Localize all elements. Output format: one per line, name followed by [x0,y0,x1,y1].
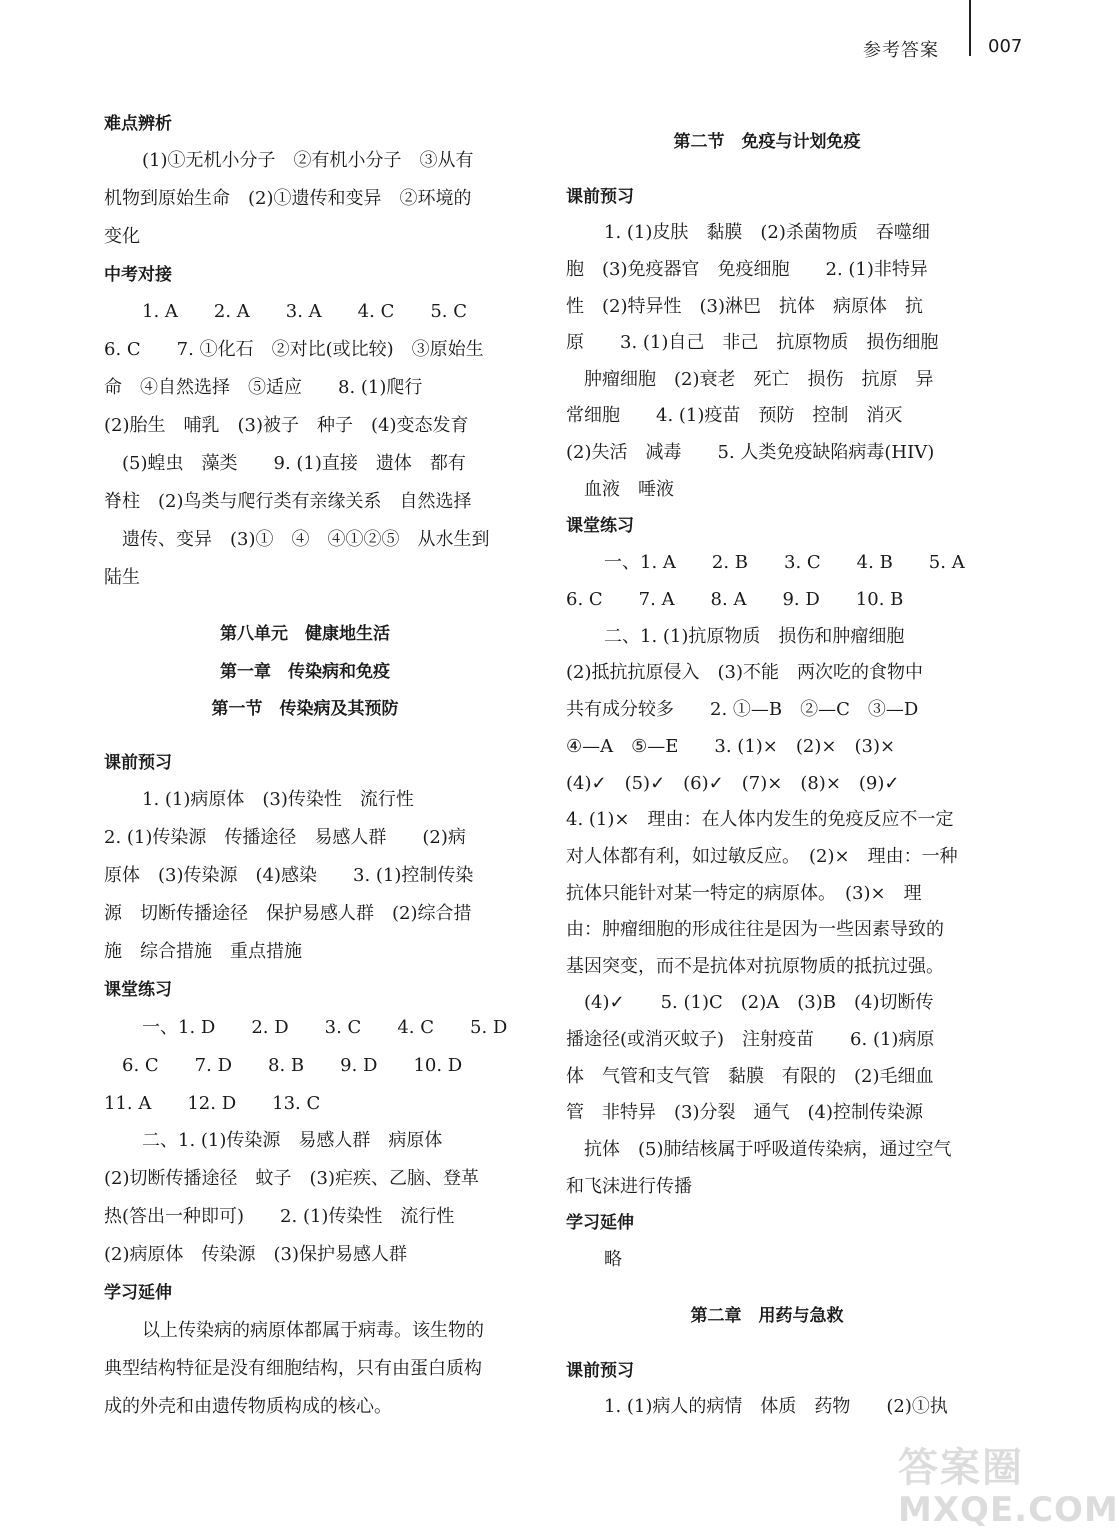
text-line: (1)①无机小分子 ②有机小分子 ③从有 [142,150,474,171]
page-number: 007 [988,36,1023,57]
text-line: 遗传、变异 (3)① ④ ④①②⑤ 从水生到 [122,529,490,550]
text-line: 1. (1)皮肤 黏膜 (2)杀菌物质 吞噬细 [604,222,930,243]
text-line: 以上传染病的病原体都属于病毒。该生物的 [142,1320,484,1341]
heading-extension: 学习延伸 [566,1213,634,1233]
text-line: 命 ④自然选择 ⑤适应 8. (1)爬行 [104,377,423,398]
text-line: 血液 唾液 [584,479,674,500]
text-line: 体 气管和支气管 黏膜 有限的 (2)毛细血 [566,1066,934,1087]
text-line: 播途径(或消灭蚊子) 注射疫苗 6. (1)病原 [566,1029,935,1050]
text-line: 6. C 7. D 8. B 9. D 10. D [122,1055,463,1076]
text-line: 施 综合措施 重点措施 [104,941,302,962]
text-line: 常细胞 4. (1)疫苗 预防 控制 消灭 [566,405,903,426]
text-line: 原 3. (1)自己 非己 抗原物质 损伤细胞 [566,332,939,353]
text-line: 陆生 [104,567,140,588]
heading-preview: 课前预习 [566,187,634,207]
header-title: 参考答案 [863,40,939,61]
section-title: 第一节 传染病及其预防 [211,699,399,719]
heading-exam-link: 中考对接 [104,265,172,285]
text-line: 一、1. D 2. D 3. C 4. C 5. D [142,1017,508,1038]
heading-extension: 学习延伸 [104,1283,172,1303]
text-line: ④—A ⑤—E 3. (1)× (2)× (3)× [566,736,896,757]
watermark-line-2: MXQE.COM [898,1490,1119,1530]
heading-class-practice: 课堂练习 [566,516,634,536]
text-line: (2)病原体 传染源 (3)保护易感人群 [104,1244,407,1265]
header-divider [969,0,971,56]
text-line: (4)✓ 5. (1)C (2)A (3)B (4)切断传 [584,992,934,1013]
text-line: (2)失活 减毒 5. 人类免疫缺陷病毒(HIV) [566,442,935,463]
text-line: 和飞沫进行传播 [566,1176,692,1197]
text-line: 性 (2)特异性 (3)淋巴 抗体 病原体 抗 [566,296,923,317]
text-line: 1. (1)病原体 (3)传染性 流行性 [142,789,414,810]
text-line: 肿瘤细胞 (2)衰老 死亡 损伤 抗原 异 [584,369,934,390]
heading-preview: 课前预习 [566,1361,634,1381]
text-line: (2)切断传播途径 蚊子 (3)疟疾、乙脑、登革 [104,1168,479,1189]
text-line: (2)抵抗抗原侵入 (3)不能 两次吃的食物中 [566,662,923,683]
text-line: 源 切断传播途径 保护易感人群 (2)综合措 [104,903,472,924]
watermark-line-1: 答案圈 [898,1445,1024,1491]
text-line: 2. (1)传染源 传播途径 易感人群 (2)病 [104,827,466,848]
text-line: 对人体都有利，如过敏反应。 (2)× 理由：一种 [566,846,958,867]
text-line: 6. C 7. A 8. A 9. D 10. B [566,589,904,610]
heading-difficult-analysis: 难点辨析 [104,114,172,134]
text-line: 变化 [104,226,140,247]
text-line: 成的外壳和由遗传物质构成的核心。 [104,1396,392,1417]
text-line: 11. A 12. D 13. C [104,1093,321,1114]
text-line: 抗体只能针对某一特定的病原体。 (3)× 理 [566,883,922,904]
text-line: 抗体 (5)肺结核属于呼吸道传染病，通过空气 [584,1139,952,1160]
text-line: 管 非特异 (3)分裂 通气 (4)控制传染源 [566,1102,923,1123]
chapter-title: 第二章 用药与急救 [690,1306,844,1326]
text-line: 一、1. A 2. B 3. C 4. B 5. A [604,552,965,573]
text-line: (4)✓ (5)✓ (6)✓ (7)× (8)× (9)✓ [566,773,900,794]
text-line: 基因突变，而不是抗体对抗原物质的抵抗过强。 [566,956,944,977]
text-line: 热(答出一种即可) 2. (1)传染性 流行性 [104,1206,455,1227]
text-line: 脊柱 (2)鸟类与爬行类有亲缘关系 自然选择 [104,491,472,512]
text-line: 4. (1)× 理由：在人体内发生的免疫反应不一定 [566,809,954,830]
text-line: 机物到原始生命 (2)①遗传和变异 ②环境的 [104,188,472,209]
text-line: 1. A 2. A 3. A 4. C 5. C [142,301,468,322]
chapter-title: 第一章 传染病和免疫 [220,662,390,682]
heading-class-practice: 课堂练习 [104,980,172,1000]
text-line: 由：肿瘤细胞的形成往往是因为一些因素导致的 [566,919,944,940]
text-line: 共有成分较多 2. ①—B ②—C ③—D [566,699,919,720]
text-line: (5)蝗虫 藻类 9. (1)直接 遗体 都有 [122,453,466,474]
text-line: 典型结构特征是没有细胞结构，只有由蛋白质构 [104,1358,482,1379]
text-line: 胞 (3)免疫器官 免疫细胞 2. (1)非特异 [566,259,928,280]
watermark-logo [898,1436,1119,1532]
section-title: 第二节 免疫与计划免疫 [673,132,861,152]
text-line: 略 [604,1249,622,1270]
unit-title: 第八单元 健康地生活 [220,624,390,644]
text-line: 二、1. (1)传染源 易感人群 病原体 [142,1130,443,1151]
text-line: 6. C 7. ①化石 ②对比(或比较) ③原始生 [104,339,484,360]
text-line: 二、1. (1)抗原物质 损伤和肿瘤细胞 [604,626,905,647]
text-line: 1. (1)病人的病情 体质 药物 (2)①执 [604,1396,948,1417]
text-line: (2)胎生 哺乳 (3)被子 种子 (4)变态发育 [104,415,469,436]
heading-preview: 课前预习 [104,753,172,773]
text-line: 原体 (3)传染源 (4)感染 3. (1)控制传染 [104,865,474,886]
